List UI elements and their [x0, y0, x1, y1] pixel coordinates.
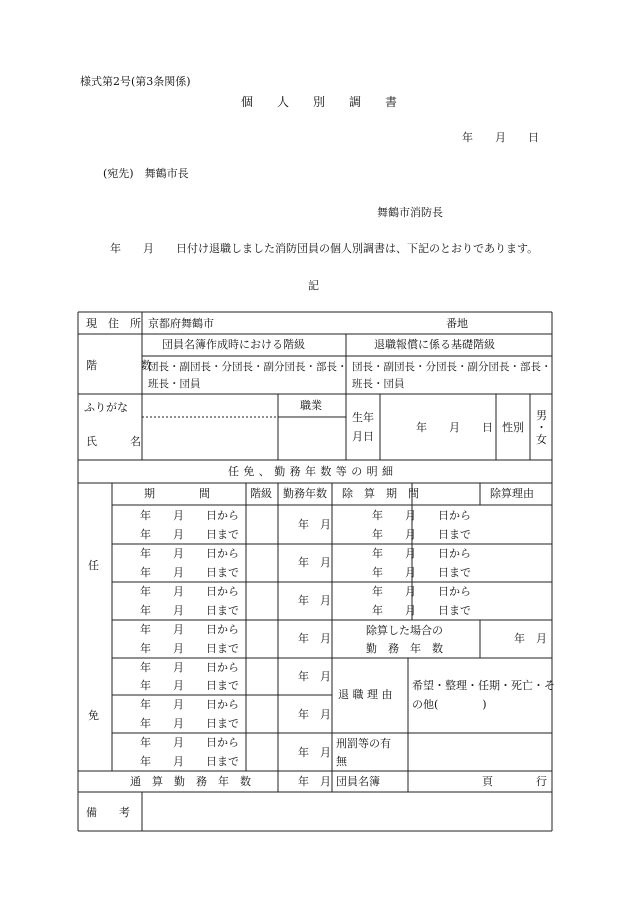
ki-mark: 記 [308, 279, 319, 292]
excluded-years-label-2: 勤 務 年 数 [366, 642, 443, 655]
document-title: 個 人 別 調 書 [241, 95, 398, 109]
roster-line-label: 行 [536, 775, 547, 788]
grade-header: 階級 [250, 487, 272, 500]
birth-label-1: 生年 [352, 411, 374, 424]
period-row-4-years: 年 月 [298, 632, 331, 645]
retire-reason-options-2: の他( ) [412, 698, 487, 711]
period-row-3-from: 年 月 日から [140, 585, 239, 598]
ninmen-label-2: 免 [88, 709, 99, 722]
sex-value-male: 男 [536, 409, 547, 422]
years-header: 勤務年数 [283, 487, 327, 500]
period-row-6-to: 年 月 日まで [140, 717, 239, 730]
banchi-label: 番地 [446, 317, 468, 330]
retire-reason-options-1: 希望・整理・任期・死亡・そ [412, 679, 555, 692]
rank-col2-options-2: 班長・団員 [352, 378, 405, 390]
birth-label-2: 月日 [352, 430, 374, 443]
address-label: 現 住 所 [86, 317, 141, 330]
period-row-5-to: 年 月 日まで [140, 679, 239, 692]
period-row-4-from: 年 月 日から [140, 623, 239, 636]
penalty-label-2: 無 [336, 755, 347, 768]
period-row-4-to: 年 月 日まで [140, 642, 239, 655]
exclusion-row-1-from: 年 月 日から [372, 509, 471, 522]
period-row-6-years: 年 月 [298, 708, 331, 721]
period-header: 期 間 [144, 487, 210, 500]
exclusion-row-2-to: 年 月 日まで [372, 566, 471, 579]
period-row-3-years: 年 月 [298, 594, 331, 607]
excluded-years-label-1: 除算した場合の [366, 624, 443, 637]
period-row-2-to: 年 月 日まで [140, 566, 239, 579]
roster-label: 団員名簿 [336, 775, 380, 788]
period-row-1-from: 年 月 日から [140, 509, 239, 522]
sender: 舞鶴市消防長 [377, 206, 443, 219]
rank-col1-header: 団員名簿作成時における階級 [162, 338, 305, 351]
retire-reason-label: 退 職 理 由 [338, 688, 393, 701]
period-row-1-to: 年 月 日まで [140, 528, 239, 541]
sex-value-dot: ・ [536, 421, 547, 434]
period-row-2-from: 年 月 日から [140, 547, 239, 560]
rank-col2-options-1: 団長・副団長・分団長・副分団長・部長・ [352, 361, 552, 373]
exclusion-row-3-to: 年 月 日まで [372, 604, 471, 617]
ninmen-label-1: 任 [88, 559, 99, 572]
name-label: 氏 名 [86, 435, 141, 448]
period-row-3-to: 年 月 日まで [140, 604, 239, 617]
period-row-7-to: 年 月 日まで [140, 755, 239, 768]
roster-page-label: 頁 [482, 775, 493, 788]
personal-record-table [78, 312, 555, 831]
total-years-value: 年 月 [298, 775, 331, 788]
document-date: 年 月 日 [462, 131, 539, 144]
remarks-field[interactable] [144, 794, 550, 829]
sex-label: 性別 [502, 421, 524, 434]
rank-col1-options-2: 班長・団員 [148, 378, 201, 390]
occupation-label: 職業 [300, 399, 322, 412]
form-id: 様式第2号(第3条関係) [80, 75, 191, 88]
period-row-7-years: 年 月 [298, 746, 331, 759]
period-row-5-from: 年 月 日から [140, 661, 239, 674]
period-row-2-years: 年 月 [298, 556, 331, 569]
exclusion-row-1-to: 年 月 日まで [372, 528, 471, 541]
period-row-1-years: 年 月 [298, 518, 331, 531]
period-row-7-from: 年 月 日から [140, 736, 239, 749]
rank-label: 階 数 [86, 359, 152, 372]
remarks-label: 備 考 [86, 806, 130, 819]
exclusion-row-3-from: 年 月 日から [372, 585, 471, 598]
period-row-6-from: 年 月 日から [140, 698, 239, 711]
excluded-years-value: 年 月 [514, 632, 547, 645]
address-value: 京都府舞鶴市 [148, 317, 214, 330]
section-title: 任免、勤務年数等の明細 [228, 465, 398, 478]
penalty-label-1: 刑罰等の有 [336, 737, 391, 750]
rank-col1-options-1: 団長・副団長・分団長・副分団長・部長・ [148, 361, 348, 373]
birth-date: 年 月 日 [416, 421, 493, 434]
furigana-label: ふりがな [84, 401, 128, 414]
exclusion-reason-header: 除算理由 [490, 487, 534, 500]
total-years-label: 通 算 勤 務 年 数 [130, 775, 251, 788]
exclusion-row-2-from: 年 月 日から [372, 547, 471, 560]
rank-col2-header: 退職報償に係る基礎階級 [374, 338, 495, 351]
exclusion-period-header: 除 算 期 間 [342, 487, 419, 500]
sex-value-female: 女 [536, 433, 547, 446]
body-text: 年 月 日付け退職しました消防団員の個人別調書は、下記のとおりであります。 [110, 242, 539, 255]
period-row-5-years: 年 月 [298, 670, 331, 683]
addressee: (宛先) 舞鶴市長 [103, 167, 189, 180]
